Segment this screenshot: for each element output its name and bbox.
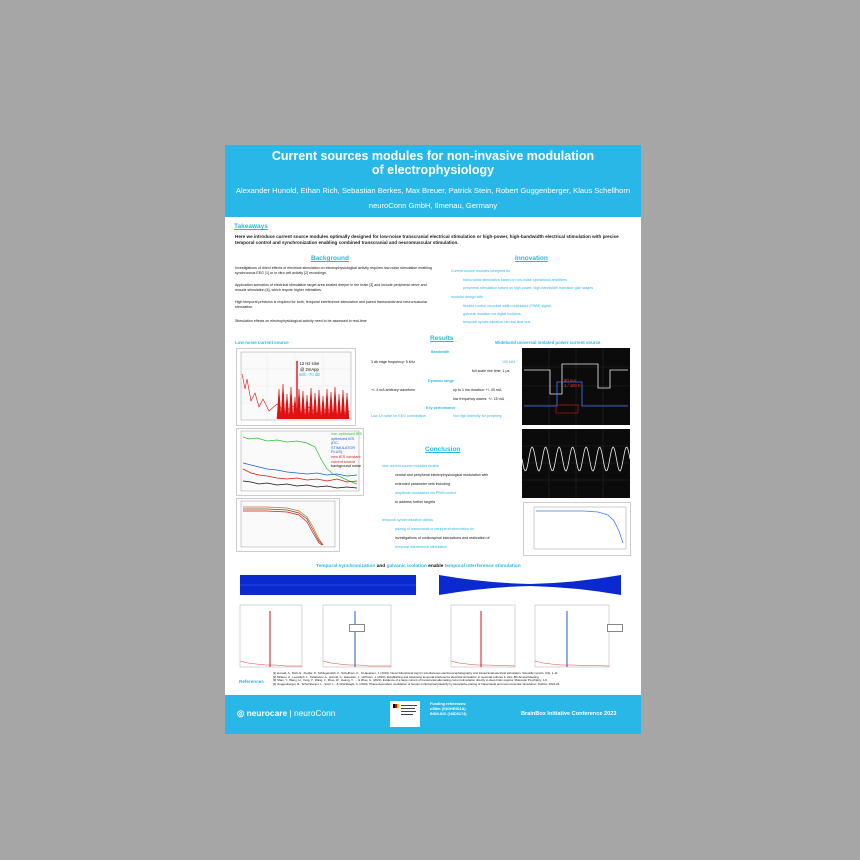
federal-ministry-logo-icon — [390, 701, 420, 727]
temporal-heading-c: galvanic isolation — [386, 564, 427, 569]
innovation-line-4: modular design with — [451, 295, 483, 299]
authors: Alexander Hunold, Ethan Rich, Sebastian Berkes, Max Breuer, Patrick Stein, Robert Guggenberger, Klaus Schellhorn — [235, 186, 631, 195]
funding-line-3: INDILINC (16ID0174) — [430, 712, 467, 716]
funding-text — [430, 702, 467, 717]
poster-footer — [225, 695, 641, 734]
bandwidth-right-2: full scale rise time: 1 µs — [472, 369, 510, 373]
funding-logo — [390, 701, 420, 727]
frequency-response-figure-right — [523, 502, 631, 556]
oscilloscope-pulse — [522, 348, 630, 425]
conclusion-c8: investigations of corticospinal interactions and realization of — [395, 536, 490, 540]
background-p3: High temporal precision is required for both, temporal interference stimulation and paired transcranial and neuromuscular stimulation. — [235, 300, 428, 309]
conclusion-c3: extended parameter sets including — [395, 482, 450, 486]
spectrum-3 — [447, 603, 517, 671]
frequency-response-plot-right — [524, 503, 630, 555]
frequency-response-plot-left — [237, 499, 339, 551]
conclusion-c1: new current source modules enable — [382, 464, 439, 468]
spectrum-1-plot — [236, 603, 304, 671]
key-performance-right: Not high intensity for periphery — [453, 414, 502, 418]
wideband-title: Wideband universal isolated power current source — [495, 340, 601, 345]
innovation-line-7: temporal synchronization via real-time bus — [463, 320, 531, 324]
stim-waveform-right-plot — [435, 573, 625, 597]
reference-3: [3] Shan, Y., Wang, H., Yang, Y., Wang, J., Zhao, W., Huang, Y., ... & Zhao, G. (2023). Evidence of a large current of transcranial alternating current stimulation directly to deep brain regions. Molecular Psychiatry, 1-9. — [273, 678, 548, 683]
innovation-line-6: galvanic isolation via digital isolators, — [463, 312, 522, 316]
logo-icon: ◎ — [237, 708, 245, 718]
temporal-heading-b: and — [375, 564, 387, 569]
scope-label-1: 80 mA — [564, 378, 577, 383]
legend-new-source: new tES constant current source — [331, 454, 361, 464]
noise-spectrum-plot — [237, 349, 355, 425]
key-performance-left: Low 1/f noise for EEG combination — [371, 414, 427, 418]
legend-box-1 — [349, 624, 365, 632]
conclusion-c5: to address further targets — [395, 500, 436, 504]
title-line-2: of electrophysiology — [371, 163, 495, 177]
conclusion-c7: pairing of transcranial or peripheral stimulation for — [395, 527, 474, 531]
logo-neuroconn: neuroConn — [293, 708, 336, 718]
sine-label-3: with -70 dB — [299, 372, 320, 377]
spectrum-2 — [319, 603, 393, 671]
conclusion-c2: central and peripheral electrophysiological modulation with — [395, 473, 489, 477]
reference-4: [4] Guggenberger, R., Scheinberger, L., Scott, L., & Gharabaghi, A. (2023). Phase-dependent modulation of human corticospinal plasticity by associative pairing of transcranial and neuromuscular stimulation. bioRxiv, 2023-04. — [273, 681, 561, 686]
temporal-heading-a: Temporal synchronization — [316, 564, 376, 569]
funding-line-2: nStim (03GHE001A) — [430, 707, 466, 711]
spectrum-4-plot — [531, 603, 611, 671]
affiliation: neuroConn GmbH, Ilmenau, Germany — [368, 201, 498, 210]
sine-label — [299, 361, 320, 378]
noise-comparison-figure — [236, 428, 364, 496]
spectrum-1 — [236, 603, 304, 671]
scope-labels — [564, 378, 581, 388]
bandwidth-right: 100 kHz — [502, 360, 516, 364]
sine-label-1: 12 Hz sine — [299, 361, 320, 366]
background-p1: Investigations of direct effects of electrical stimulation on electrophysiological activity requires low-noise stimulation enabling synchronous EEG [1] or in vitro cell activity [2] recordings. — [235, 266, 432, 275]
conclusion-c9: temporal interference stimulation — [395, 545, 448, 549]
legend-non-optimized: non-optimized tES — [331, 432, 363, 436]
noise-legend — [331, 432, 363, 469]
bandwidth-left: 3 db edge frequency: 5 kHz — [371, 360, 415, 364]
background-heading: Background — [311, 255, 349, 262]
spectrum-3-plot — [447, 603, 517, 671]
stim-waveform-left-plot — [236, 573, 420, 597]
references-heading: References — [239, 679, 264, 684]
title-line-1: Current sources modules for non-invasive modulation — [271, 149, 595, 163]
key-performance-heading: Key performance — [426, 406, 456, 410]
spectrum-2-plot — [319, 603, 393, 671]
scope-label-2: 1 / 100 K — [564, 383, 581, 388]
bandwidth-heading: Bandwidth — [431, 350, 450, 354]
innovation-heading: Innovation — [515, 255, 548, 262]
legend-box-2 — [607, 624, 623, 632]
reference-2: [2] Mitterer, A., Leodolph, L., Tarabanov, A., Hunold, A., Haueisen, J., Hoffman, J. (2023). Establishing and assessing temporal interference electrical stimulation in neuronal cultures in vitro. 8th Annual Meeting. — [273, 674, 540, 679]
temporal-heading-e: temporal interference stimulation — [444, 564, 521, 569]
dynamic-range-right-1: up to 1 ms duration: +/- 40 mA — [453, 388, 502, 392]
results-heading: Results — [430, 335, 454, 342]
references-list — [273, 672, 633, 686]
innovation-line-3: peripheral stimulation based on high-power, high-bandwidth transistor gain stages — [463, 286, 594, 290]
background-p2: Application scenarios of electrical stimulation target area located deeper in the brain [3] and include peripheral nerve and muscle stimulation [4], which require higher intensities. — [235, 283, 427, 292]
frequency-response-figure-left — [236, 498, 340, 552]
sine-trace — [522, 429, 630, 498]
spectrum-4 — [531, 603, 611, 671]
innovation-line-2: transcranial stimulation based on low-noise operational amplifiers — [463, 278, 567, 282]
conclusion-c6: temporal synchronization allows — [382, 518, 433, 522]
poster — [225, 145, 641, 734]
stim-waveform-right — [435, 573, 625, 597]
temporal-heading-d: enable — [426, 564, 445, 569]
takeaways-text: Here we introduce current source modules optimally designed for low-noise transcranial electrical stimulation or high-power, high-bandwidth electrical stimulation with precise temporal control and synchronization enabling combined transcranial and neuromuscular stimulation. — [235, 234, 619, 245]
conclusion-c4: amplitude modulation via PWM control — [395, 491, 457, 495]
background-p4: Stimulation effects on electrophysiological activity need to be assessed in real-time — [235, 319, 367, 323]
reference-1: [1] Hunold, A., Rich, E., Fiedler, P., Schlegelmilch, F., Schellhorn, K., & Haueisen, J. (2019). Novel bifunctional cap for simultaneous electroencephalography and transcranial electrical stimulation. Scientific reports, 9(1), 1-11. — [273, 671, 559, 675]
stim-waveform-left — [236, 573, 420, 597]
neurocare-logo: ◎ neurocare | neuroConn — [237, 708, 336, 718]
conference-name: BrainBox Initiative Conference 2023 — [521, 711, 617, 717]
legend-background: background noise — [331, 464, 361, 469]
poster-title — [225, 149, 641, 177]
oscilloscope-sine — [522, 429, 630, 498]
dynamic-range-left: +/- 4 mA arbitrary waveform — [371, 388, 416, 392]
noise-spectrum-figure — [236, 348, 356, 426]
temporal-heading — [316, 564, 521, 569]
poster-header — [225, 145, 641, 217]
sine-label-2: @ 2mApp — [300, 366, 319, 372]
innovation-line-5: flexible control via pulse width modulated (PWM) signal, — [463, 304, 552, 308]
dynamic-range-heading: Dynamic range — [428, 379, 454, 383]
innovation-line-1: Current source modules designed for — [451, 269, 511, 273]
takeaways-heading: Takeaways — [234, 223, 268, 230]
legend-optimized: optimized tES (DC-STIMULATOR PLUS) — [331, 436, 356, 455]
lownoise-title: Low-noise current source — [235, 340, 289, 345]
dynamic-range-right-2: low frequency waves: +/- 15 mA — [453, 397, 505, 401]
logo-neurocare: neurocare — [246, 708, 288, 718]
conclusion-heading: Conclusion — [425, 446, 461, 453]
funding-line-1: Funding references: — [430, 702, 467, 706]
